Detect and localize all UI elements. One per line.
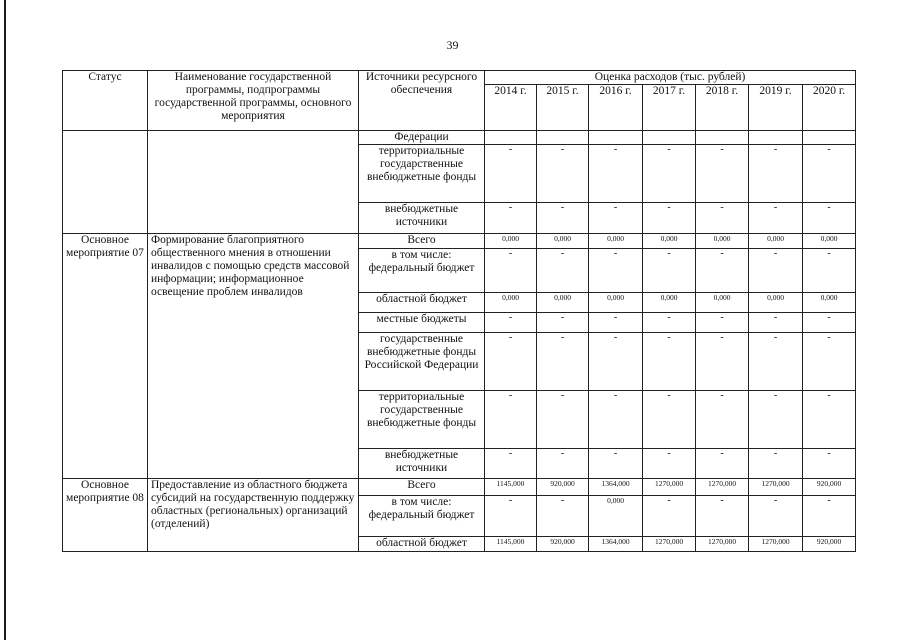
page-number: 39 (446, 38, 459, 52)
value-cell: - (485, 496, 537, 537)
value-cell: - (803, 449, 856, 479)
value-cell: 0,000 (537, 234, 589, 249)
value-cell: - (537, 496, 589, 537)
value-cell: - (537, 391, 589, 449)
value-cell: 0,000 (749, 234, 803, 249)
value-cell: - (803, 249, 856, 293)
header-year: 2019 г. (749, 85, 803, 131)
value-cell: - (485, 333, 537, 391)
value-cell (749, 131, 803, 145)
value-cell: - (643, 203, 696, 234)
value-cell: - (749, 496, 803, 537)
value-cell: 920,000 (537, 479, 589, 496)
value-cell (696, 131, 749, 145)
value-cell: - (803, 145, 856, 203)
value-cell: 0,000 (589, 234, 643, 249)
value-cell: 0,000 (643, 234, 696, 249)
value-cell: - (537, 449, 589, 479)
value-cell: 1270,000 (749, 537, 803, 552)
source-cell: территориальные государственные внебюджетные фонды (359, 391, 485, 449)
source-cell: Всего (359, 234, 485, 249)
header-sources: Источники ресурсного обеспечения (359, 71, 485, 131)
value-cell: 1270,000 (749, 479, 803, 496)
source-cell: местные бюджеты (359, 313, 485, 333)
value-cell: 920,000 (803, 537, 856, 552)
value-cell: 1270,000 (696, 479, 749, 496)
value-cell: - (643, 249, 696, 293)
value-cell: 1270,000 (643, 537, 696, 552)
value-cell: - (485, 391, 537, 449)
value-cell: - (537, 203, 589, 234)
source-cell: внебюджетные источники (359, 449, 485, 479)
table-row (63, 234, 856, 249)
name-cell: Предоставление из областного бюджета субсидий на государственную поддержку областных (региональных) организаций (отделений) (148, 479, 359, 552)
value-cell: - (485, 203, 537, 234)
value-cell: 1270,000 (643, 479, 696, 496)
value-cell (643, 131, 696, 145)
value-cell: - (589, 333, 643, 391)
header-year: 2017 г. (643, 85, 696, 131)
value-cell: - (589, 145, 643, 203)
name-cell-empty (148, 131, 359, 234)
value-cell: - (537, 249, 589, 293)
value-cell: - (643, 333, 696, 391)
header-name: Наименование государственной программы, подпрограммы государственной программы, основного мероприятия (148, 71, 359, 131)
value-cell: 0,000 (643, 293, 696, 313)
source-cell: областной бюджет (359, 537, 485, 552)
value-cell: - (643, 313, 696, 333)
status-cell: Основное мероприятие 08 (63, 479, 148, 552)
value-cell: 0,000 (485, 234, 537, 249)
source-cell: в том числе: федеральный бюджет (359, 249, 485, 293)
value-cell: 1145,000 (485, 479, 537, 496)
status-cell: Основное мероприятие 07 (63, 234, 148, 479)
value-cell: - (696, 496, 749, 537)
header-estimate: Оценка расходов (тыс. рублей) (485, 71, 856, 85)
value-cell: - (485, 313, 537, 333)
value-cell: - (485, 249, 537, 293)
value-cell: - (749, 333, 803, 391)
header-year: 2015 г. (537, 85, 589, 131)
value-cell: - (696, 249, 749, 293)
value-cell: - (643, 145, 696, 203)
value-cell: 0,000 (589, 496, 643, 537)
value-cell: - (696, 449, 749, 479)
value-cell: - (749, 145, 803, 203)
value-cell: - (589, 391, 643, 449)
value-cell (589, 131, 643, 145)
value-cell: 0,000 (803, 234, 856, 249)
source-cell: территориальные государственные внебюджетные фонды (359, 145, 485, 203)
value-cell: - (643, 391, 696, 449)
value-cell (803, 131, 856, 145)
value-cell: 0,000 (803, 293, 856, 313)
value-cell: 0,000 (696, 293, 749, 313)
value-cell: 1364,000 (589, 537, 643, 552)
value-cell: 920,000 (537, 537, 589, 552)
value-cell: - (749, 249, 803, 293)
header-year: 2016 г. (589, 85, 643, 131)
value-cell: - (643, 496, 696, 537)
value-cell: 1364,000 (589, 479, 643, 496)
budget-table (62, 70, 856, 552)
value-cell: 1270,000 (696, 537, 749, 552)
value-cell: - (749, 391, 803, 449)
value-cell: - (749, 313, 803, 333)
source-cell: Федерации (359, 131, 485, 145)
table-row (63, 479, 856, 496)
header-year: 2018 г. (696, 85, 749, 131)
value-cell: - (749, 203, 803, 234)
value-cell: - (485, 449, 537, 479)
source-cell: Всего (359, 479, 485, 496)
source-cell: государственные внебюджетные фонды Российской Федерации (359, 333, 485, 391)
value-cell: - (589, 313, 643, 333)
value-cell: 1145,000 (485, 537, 537, 552)
header-status: Статус (63, 71, 148, 131)
value-cell: - (803, 496, 856, 537)
value-cell: - (803, 313, 856, 333)
value-cell: 0,000 (485, 293, 537, 313)
value-cell: 0,000 (589, 293, 643, 313)
name-cell: Формирование благоприятного общественного мнения в отношении инвалидов с помощью средств массовой информации; информационное освещение проблем инвалидов (148, 234, 359, 479)
value-cell: - (537, 333, 589, 391)
value-cell: - (696, 145, 749, 203)
header-year: 2014 г. (485, 85, 537, 131)
table-row (63, 131, 856, 145)
value-cell: - (696, 203, 749, 234)
value-cell (485, 131, 537, 145)
source-cell: областной бюджет (359, 293, 485, 313)
source-cell: в том числе: федеральный бюджет (359, 496, 485, 537)
value-cell: - (537, 313, 589, 333)
value-cell: - (803, 333, 856, 391)
value-cell (537, 131, 589, 145)
value-cell: - (696, 313, 749, 333)
value-cell: - (485, 145, 537, 203)
value-cell: - (643, 449, 696, 479)
value-cell: - (589, 203, 643, 234)
value-cell: - (749, 449, 803, 479)
value-cell: 0,000 (749, 293, 803, 313)
value-cell: - (696, 333, 749, 391)
status-cell-empty (63, 131, 148, 234)
value-cell: 0,000 (696, 234, 749, 249)
header-year: 2020 г. (803, 85, 856, 131)
value-cell: - (589, 449, 643, 479)
value-cell: - (803, 391, 856, 449)
value-cell: - (803, 203, 856, 234)
page-edge-line (4, 0, 6, 640)
value-cell: 0,000 (537, 293, 589, 313)
value-cell: - (696, 391, 749, 449)
value-cell: 920,000 (803, 479, 856, 496)
source-cell: внебюджетные источники (359, 203, 485, 234)
value-cell: - (537, 145, 589, 203)
value-cell: - (589, 249, 643, 293)
